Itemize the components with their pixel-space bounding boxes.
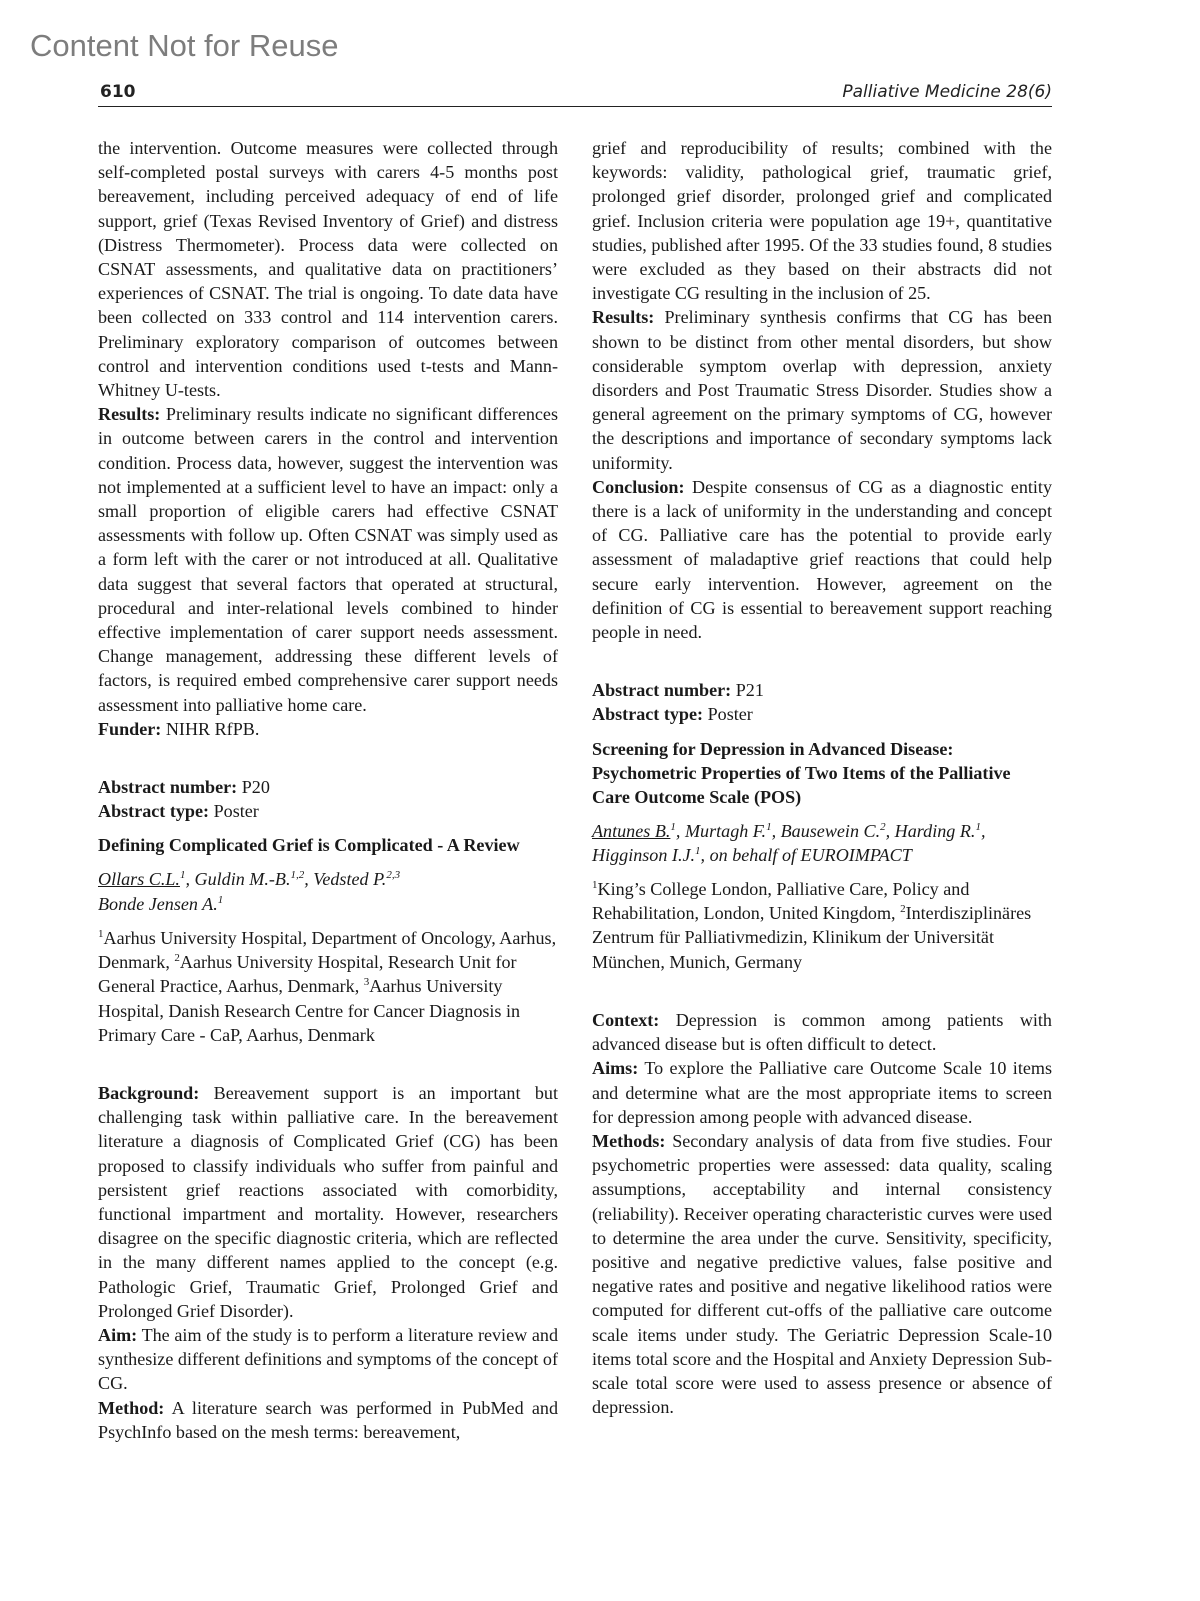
page-number: 610	[100, 82, 136, 102]
context-label: Context:	[592, 1009, 660, 1030]
abstract-type: Poster	[213, 801, 259, 822]
abstract-type-label: Abstract type:	[98, 801, 210, 822]
author: , Vedsted P.	[304, 869, 387, 890]
affiliation: Aarhus University Hospital, Research Unit for General Practice, Aarhus, Denmark,	[98, 952, 517, 997]
results-label: Results:	[98, 404, 161, 425]
results-label: Results:	[592, 307, 655, 328]
method-text: A literature search was performed in PubMed and PsychInfo based on the mesh terms: bereavement,	[98, 1397, 558, 1442]
affiliation-sup: 2	[900, 903, 906, 916]
funder-text: NIHR RfPB.	[165, 718, 260, 739]
aim-label: Aim:	[98, 1324, 138, 1345]
context-text: Depression is common among patients with advanced disease but is often difficult to detect.	[592, 1009, 1052, 1055]
methods-label: Methods:	[592, 1130, 666, 1151]
abstract-type-label: Abstract type:	[592, 704, 704, 725]
affiliation-sup: 1	[592, 879, 598, 892]
funder-label: Funder:	[98, 718, 162, 739]
affiliation: Interdisziplinäres Zentrum für Palliativmedizin, Klinikum der Universität München, Munich, Germany	[592, 903, 1032, 972]
abstract-number-label: Abstract number:	[98, 777, 238, 798]
author-list	[98, 867, 558, 915]
page-header	[98, 78, 1052, 107]
background-paragraph	[98, 1081, 558, 1323]
conclusion-text: Despite consensus of CG as a diagnostic entity there is a lack of uniformity in the understanding and concept of CG. Palliative care has the potential to provide early assessment of maladaptive grief reactions that could help secure early intervention. However, agreement on the definition of CG is essential to bereavement support reaching people in need.	[592, 476, 1052, 643]
right-column	[592, 136, 1052, 1419]
abstract-type: Poster	[707, 704, 753, 725]
background-label: Background:	[98, 1082, 200, 1103]
results-paragraph	[98, 402, 558, 717]
presenting-author: Ollars C.L.	[98, 869, 180, 890]
author-affiliation-sup: 1	[217, 893, 224, 906]
abstract-title: Screening for Depression in Advanced Disease: Psychometric Properties of Two Items of the Palliative Care Outcome Scale (POS)	[592, 738, 1011, 807]
aim-text: The aim of the study is to perform a literature review and synthesize different definitions and symptoms of the concept of CG.	[98, 1324, 558, 1394]
presenting-author: Antunes B.	[592, 820, 671, 841]
abstract-type-line	[98, 799, 558, 823]
author: , Guldin M.-B.	[185, 869, 291, 890]
affiliations	[592, 877, 1052, 974]
affiliation: Aarhus University Hospital, Danish Research Centre for Cancer Diagnosis in Primary Care - CaP, Aarhus, Denmark	[98, 976, 521, 1045]
aims-paragraph	[592, 1056, 1052, 1129]
results-text: Preliminary synthesis confirms that CG has been shown to be distinct from other mental disorders, but show considerable symptom overlap with depression, anxiety disorders and Post Traumatic Stress Disorder. Studies show a general agreement on the primary symptoms of CG, however the descriptions and importance of secondary symptoms lack uniformity.	[592, 307, 1052, 473]
affiliation: King’s College London, Palliative Care, Policy and Rehabilitation, London, United Kingdom,	[592, 879, 970, 924]
abstract-title: Defining Complicated Grief is Complicated - A Review	[98, 835, 520, 856]
abstract-number-line	[592, 678, 1052, 702]
left-column	[98, 136, 558, 1444]
author: , Harding R.	[885, 820, 976, 841]
journal-name: Palliative Medicine 28(6)	[842, 82, 1052, 102]
aims-text: To explore the Palliative care Outcome Scale 10 items and determine what are the most appropriate items to screen for depression among people with advanced disease.	[592, 1058, 1052, 1127]
abstract-number-label: Abstract number:	[592, 680, 732, 701]
author: , Higginson I.J.	[592, 820, 986, 865]
author-affiliation-sup: 1	[695, 844, 701, 857]
intro-paragraph: the intervention. Outcome measures were collected through self-completed postal surveys with carers 4-5 months post bereavement, including perceived adequacy of end of life support, grief (Texas Revised Inventory of Grief) and distress (Distress Thermometer). Process data were collected on CSNAT assessments, and qualitative data on practitioners’ experiences of CSNAT. The trial is ongoing. To date data have been collected on 333 control and 114 intervention carers. Preliminary exploratory comparison of outcomes between control and intervention conditions used t-tests and Mann-Whitney U-tests.	[98, 138, 558, 401]
conclusion-paragraph	[592, 475, 1052, 644]
results-paragraph	[592, 305, 1052, 474]
methods-text: Secondary analysis of data from five studies. Four psychometric properties were assessed: data quality, scaling assumptions, acceptability and internal consistency (reliability). Receiver operating characteristic curves were used to determine the area under the curve. Sensitivity, specificity, positive and negative predictive values, false positive and negative rates and positive and negative likelihood ratios were computed for different cut-offs of the palliative care outcome scale items under study. The Geriatric Depression Scale-10 items total score and the Hospital and Anxiety Depression Sub-scale total score were used to assess presence or absence of depression.	[592, 1130, 1052, 1418]
affiliation-sup: 3	[363, 976, 370, 989]
author: , Murtagh F.	[675, 820, 767, 841]
author-affiliation-sup: 2	[880, 820, 886, 833]
author-affiliation-sup: 1	[670, 820, 676, 833]
affiliation-sup: 1	[98, 927, 104, 940]
method-paragraph	[98, 1396, 558, 1444]
results-text: Preliminary results indicate no significant differences in outcome between carers in the control and intervention condition. Process data, however, suggest the intervention was not implemented at a sufficient level to have an impact: only a small proportion of eligible carers had effective CSNAT assessments with follow up. Often CSNAT was simply used as a form left with the carer or not introduced at all. Qualitative data suggest that several factors that operated at structural, procedural and inter-relational levels combined to hinder effective implementation of carer support needs assessment. Change management, addressing these different levels of factors, is required embed comprehensive carer support needs assessment into palliative home care.	[98, 404, 558, 715]
abstract-number: P21	[735, 680, 764, 701]
funder-line	[98, 717, 558, 741]
author: , Bausewein C.	[771, 820, 881, 841]
watermark: Content Not for Reuse	[30, 28, 339, 63]
conclusion-label: Conclusion:	[592, 476, 685, 497]
background-text: Bereavement support is an important but challenging task within palliative care. In the bereavement literature a diagnosis of Complicated Grief (CG) has been proposed to classify individuals who suffer from painful and persistent grief reactions associated with comorbidity, functional impartment and mortality. However, researchers disagree on the specific diagnostic criteria, which are reflected in the many different names applied to the concept (e.g. Pathologic Grief, Traumatic Grief, Prolonged Grief and Prolonged Grief Disorder).	[98, 1082, 558, 1321]
method-label: Method:	[98, 1397, 165, 1418]
author-affiliation-sup: 1	[766, 820, 772, 833]
author-list	[592, 819, 1052, 867]
continued-paragraph: grief and reproducibility of results; combined with the keywords: validity, pathological grief, traumatic grief, prolonged grief disorder, prolonged grief and complicated grief. Inclusion criteria were population age 19+, quantitative studies, published after 1995. Of the 33 studies found, 8 studies were excluded as they based on their abstracts did not investigate CG resulting in the inclusion of 25.	[592, 138, 1052, 304]
author-affiliation-sup: 2,3	[386, 869, 401, 882]
author: Bonde Jensen A.	[98, 893, 218, 914]
author-affiliation-sup: 1	[975, 820, 981, 833]
aims-label: Aims:	[592, 1058, 639, 1079]
affiliations	[98, 926, 558, 1047]
affiliation: Aarhus University Hospital, Department of Oncology, Aarhus, Denmark,	[98, 927, 557, 973]
abstract-number-line	[98, 775, 558, 799]
methods-paragraph	[592, 1129, 1052, 1419]
author-affiliation-sup: 1	[179, 869, 186, 882]
affiliation-sup: 2	[174, 952, 180, 965]
author-affiliation-sup: 1,2	[290, 869, 305, 882]
author: , on behalf of EUROIMPACT	[700, 844, 912, 865]
abstract-type-line	[592, 702, 1052, 726]
aim-paragraph	[98, 1323, 558, 1396]
abstract-number: P20	[241, 777, 270, 798]
context-paragraph	[592, 1008, 1052, 1056]
